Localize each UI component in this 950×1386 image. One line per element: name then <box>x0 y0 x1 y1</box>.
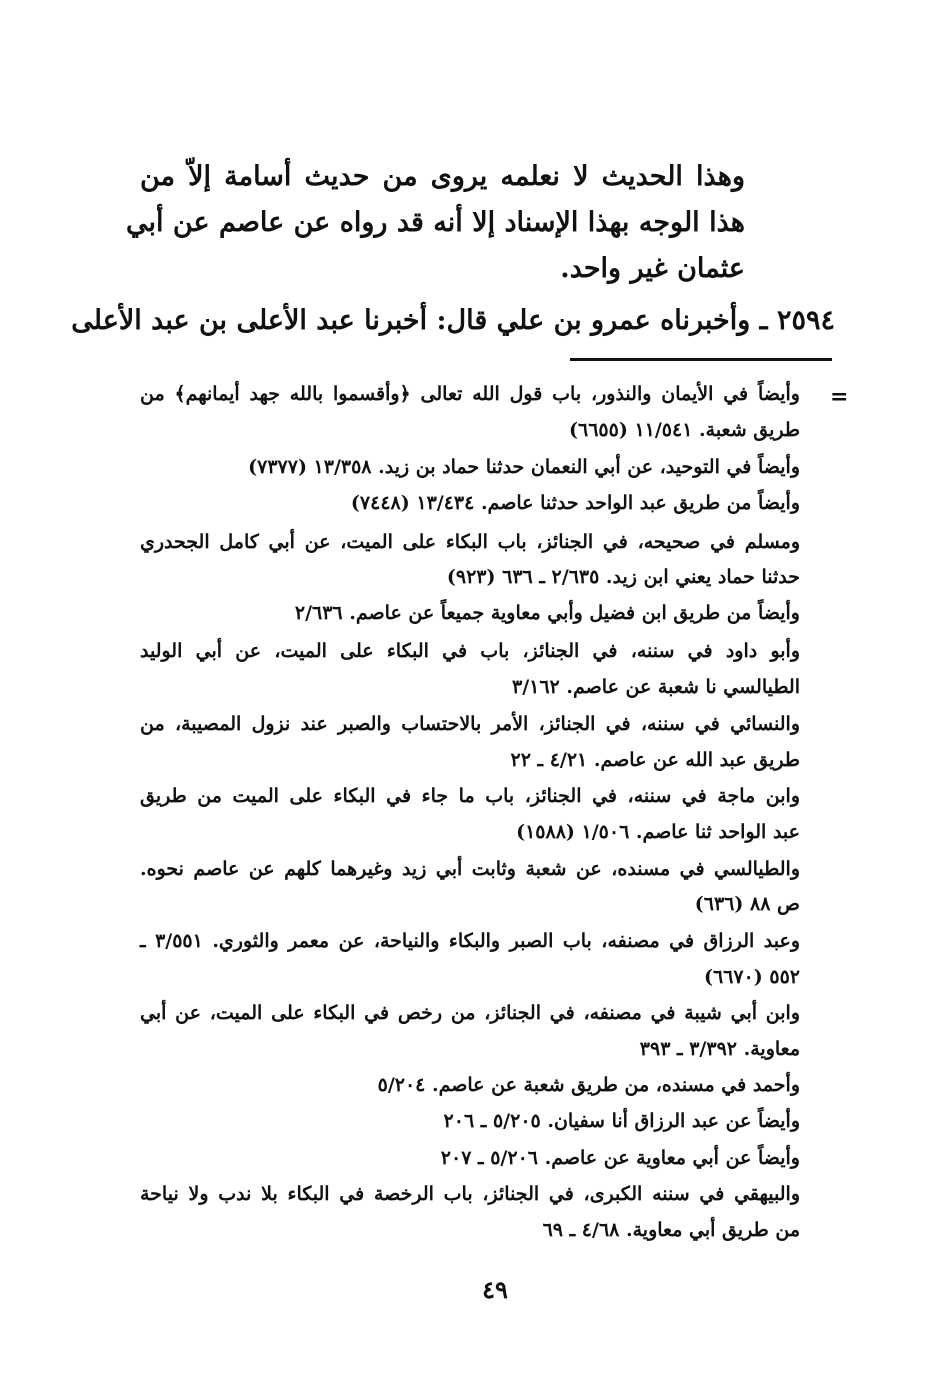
footnote-line: وعبد الرزاق في مصنفه، باب الصبر والبكاء والنياحة، عن معمر والثوري. ٣/٥٥١ ـ <box>140 930 800 952</box>
main-text-line-4: ٢٥٩٤ ـ وأخبرناه عمرو بن علي قال: أخبرنا عبد الأعلى بن عبد الأعلى <box>71 305 835 336</box>
footnote-line: حدثنا حماد يعني ابن زيد. ٢/٦٣٥ ـ ٦٣٦ (٩٢٣) <box>446 566 800 588</box>
footnote-line: وأيضاً عن أبي معاوية عن عاصم. ٥/٢٠٦ ـ ٢٠٧ <box>440 1147 800 1169</box>
main-text-line-2: هذا الوجه بهذا الإسناد إلا أنه قد رواه عن عاصم عن أبي <box>126 207 745 238</box>
footnote-line: وأيضاً في التوحيد، عن أبي النعمان حدثنا حماد بن زيد. ١٣/٣٥٨ (٧٣٧٧) <box>248 456 800 478</box>
footnote-line: من طريق أبي معاوية. ٤/٦٨ ـ ٦٩ <box>542 1219 800 1241</box>
footnote-line: وأيضاً من طريق ابن فضيل وأبي معاوية جميعاً عن عاصم. ٢/٦٣٦ <box>294 602 800 624</box>
main-text-line-3: عثمان غير واحد. <box>560 253 745 284</box>
footnote-line: والبيهقي في سننه الكبرى، في الجنائز، باب الرخصة في البكاء بلا ندب ولا نياحة <box>140 1183 800 1205</box>
footnote-line: الطيالسي نا شعبة عن عاصم. ٣/١٦٢ <box>512 676 800 698</box>
footnote-line: والنسائي في سننه، في الجنائز، الأمر بالاحتساب والصبر عند نزول المصيبة، من <box>140 713 800 735</box>
footnote-line: وأيضاً في الأيمان والنذور، باب قول الله تعالى ﴿وأقسموا بالله جهد أيمانهم﴾ من <box>140 383 800 405</box>
main-text-line-1: وهذا الحديث لا نعلمه يروى من حديث أسامة إلاّ من <box>140 161 745 192</box>
page-number: ٤٩ <box>482 1275 508 1304</box>
footnote-line: وأبو داود في سننه، في الجنائز، باب في البكاء على الميت، عن أبي الوليد <box>140 640 800 662</box>
footnote-line: وأيضاً من طريق عبد الواحد حدثنا عاصم. ١٣/٤٣٤ (٧٤٤٨) <box>350 492 800 514</box>
footnote-line: وأحمد في مسنده، من طريق شعبة عن عاصم. ٥/٢٠٤ <box>377 1074 800 1096</box>
footnote-line: ص ٨٨ (٦٣٦) <box>694 893 800 915</box>
footnote-line: وأيضاً عن عبد الرزاق أنا سفيان. ٥/٢٠٥ ـ ٢٠٦ <box>443 1110 800 1132</box>
footnote-line: طريق عبد الله عن عاصم. ٤/٢١ ـ ٢٢ <box>510 749 800 771</box>
footnote-line: وابن ماجة في سننه، في الجنائز، باب ما جاء في البكاء على الميت من طريق <box>140 785 800 807</box>
footnote-line: وابن أبي شيبة في مصنفه، في الجنائز، من رخص في البكاء على الميت، عن أبي <box>140 1002 800 1024</box>
footnote-line: طريق شعبة. ١١/٥٤١ (٦٦٥٥) <box>569 419 800 441</box>
footnote-line: عبد الواحد ثنا عاصم. ١/٥٠٦ (١٥٨٨) <box>516 821 800 843</box>
footnote-line: والطيالسي في مسنده، عن شعبة وثابت أبي زيد وغيرهما كلهم عن عاصم نحوه. <box>140 858 800 880</box>
footnote-divider <box>570 358 832 361</box>
footnote-line: ٥٥٢ (٦٦٧٠) <box>703 966 800 988</box>
footnote-line: معاوية. ٣/٣٩٢ ـ ٣٩٣ <box>639 1038 800 1060</box>
footnote-continuation-marker: = <box>830 384 849 410</box>
footnote-line: ومسلم في صحيحه، في الجنائز، باب البكاء على الميت، عن أبي كامل الجحدري <box>140 531 800 553</box>
